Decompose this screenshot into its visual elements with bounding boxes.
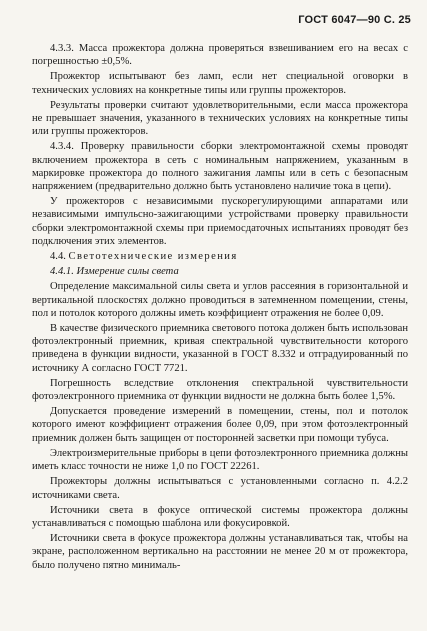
paragraph: Определение максимальной силы света и углов рассеяния в горизонтальной и вертикальной плоскостях должно проводиться в затемненном помещении, стены, пол и потолок которого должны иметь коэффициент отражения не более 0,09. <box>32 281 408 319</box>
paragraph: Допускается проведение измерений в помещении, стены, пол и потолок которого имеют коэффициент отражения более 0,09, при этом фотоэлектронный приемник должен быть защищен от посторонней засветки при помощи тубуса. <box>32 406 408 444</box>
section-title: Светотехнические измерения <box>68 251 238 263</box>
page-header: ГОСТ 6047—90 С. 25 <box>298 14 411 26</box>
paragraph: Источники света в фокусе оптической системы прожектора должны устанавливаться с помощью шаблона или фокусировкой. <box>32 504 408 529</box>
paragraph: Результаты проверки считают удовлетворительными, если масса прожектора не превышает значения, указанного в технических условиях на конкретные типы или группы прожекторов. <box>32 99 408 138</box>
paragraph: В качестве физического приемника светового потока должен быть использован фотоэлектронный приемник, кривая спектральной чувствительности которого приведена в функции видности, указанной в ГОСТ 8.332 и отградуированный по источнику А согласно ГОСТ 7721. <box>32 323 408 374</box>
paragraph: У прожекторов с независимыми пускорегулирующими аппаратами или независимыми импульсно-зажигающими устройствами проверку правильности сборки электромонтажной схемы при приемосдаточных испытаниях проводят без подключения этих элементов. <box>32 196 408 247</box>
paragraph: Прожекторы должны испытываться с установленными согласно п. 4.2.2 источниками света. <box>32 476 408 501</box>
paragraph: 4.3.3. Масса прожектора должна проверяться взвешиванием его на весах с погрешностью ±0,5%. <box>32 43 408 68</box>
section-heading <box>32 250 408 263</box>
paragraph: Источники света в фокусе прожектора должны устанавливаться так, чтобы на экране, расположенном вертикально на расстоянии не менее 20 м от прожектора, было получено пятно минималь- <box>32 533 408 571</box>
paragraph: Электроизмерительные приборы в цепи фотоэлектронного приемника должны иметь класс точности не ниже 1,0 по ГОСТ 22261. <box>32 447 408 473</box>
page-body <box>32 42 408 572</box>
paragraph: 4.3.4. Проверку правильности сборки электромонтажной схемы проводят включением прожектора в сеть с номинальным напряжением, указанным в маркировке прожектора до полного зажигания лампы или в сеть с безопасным напряжением (предварительно должно быть установлено наличие тока в цепи). <box>32 141 408 193</box>
subsection-heading: 4.4.1. Измерение силы света <box>50 266 179 278</box>
paragraph: Погрешность вследствие отклонения спектральной чувствительности фотоэлектронного приемника от функции видности не должна быть более 1,5%. <box>32 377 408 403</box>
paragraph: Прожектор испытывают без ламп, если нет специальной оговорки в технических условиях на конкретные типы или группы прожекторов. <box>32 71 408 96</box>
section-number: 4.4. <box>50 251 66 263</box>
